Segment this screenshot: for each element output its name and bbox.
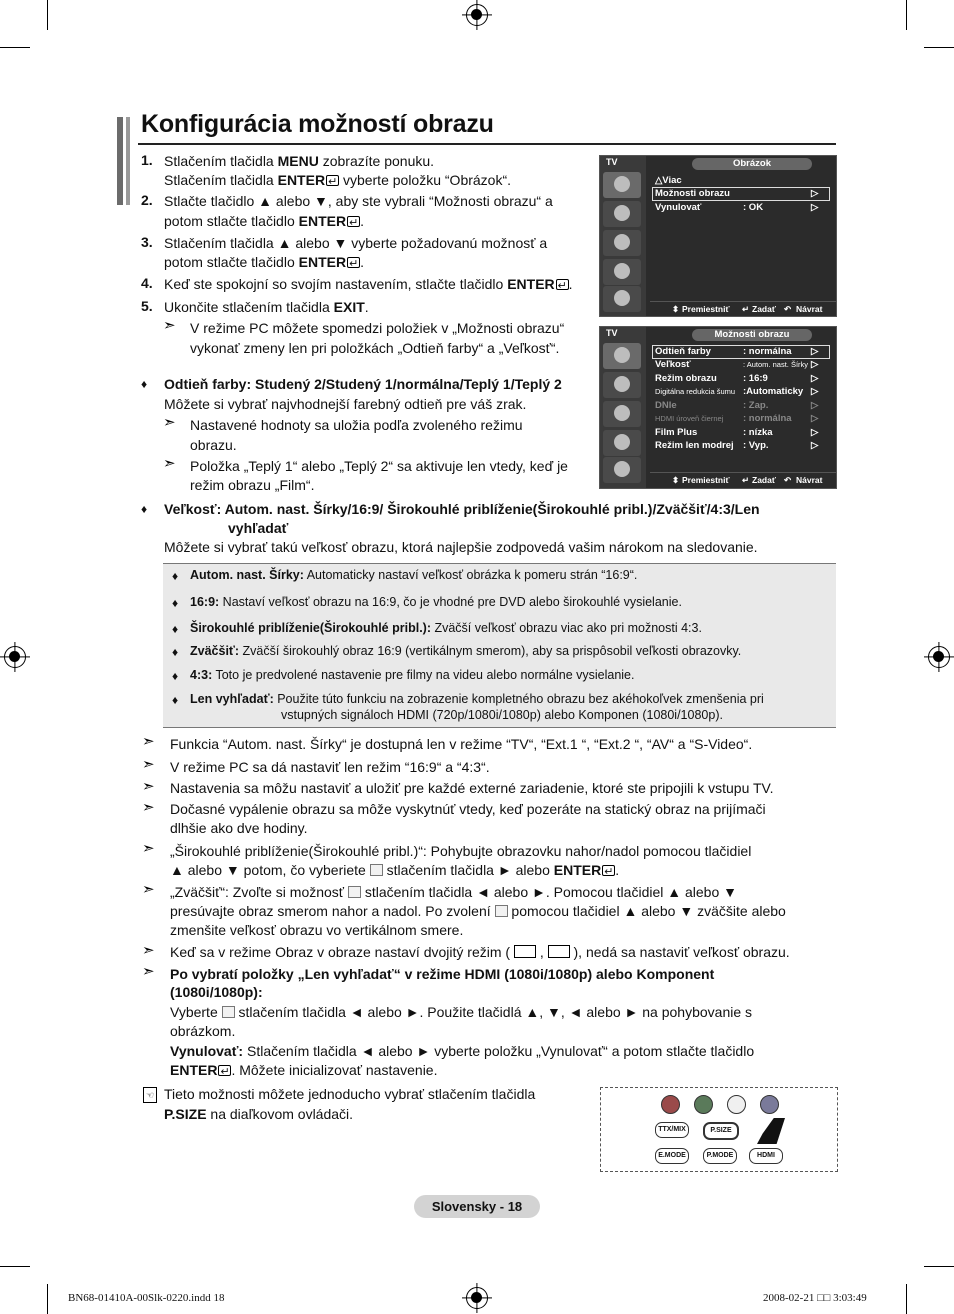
bullet-diamond-icon: ♦ <box>141 502 148 516</box>
hand-pointer-icon <box>757 1118 785 1144</box>
note-arrow-icon: ➣ <box>163 414 176 431</box>
move-icon: ⬍ <box>672 475 680 485</box>
crop-mark <box>924 1266 954 1267</box>
osd-arrow-icon: ▷ <box>811 373 819 384</box>
osd-row-value: : normálna <box>743 413 792 424</box>
hand-pointer-icon: ☜ <box>143 1087 157 1103</box>
note-arrow-icon: ➣ <box>142 778 155 795</box>
crop-mark <box>0 47 30 48</box>
crop-mark <box>47 0 48 30</box>
footer-date: 2008-02-21 □□ 3:03:49 <box>763 1292 867 1304</box>
osd-arrow-icon: ▷ <box>811 427 819 438</box>
osd-footer-enter: Zadať <box>752 475 776 485</box>
note-8-line-6: ENTER↵ . Môžete inicializovať nastavenie. <box>170 1060 437 1080</box>
tint-heading: Odtieň farby: Studený 2/Studený 1/normálna/Teplý 1/Teplý 2 <box>164 376 562 392</box>
return-icon: ↶ <box>784 475 792 485</box>
wide-zoom-icon <box>370 864 383 876</box>
osd-arrow-icon: ▷ <box>811 346 819 357</box>
crop-mark <box>47 1284 48 1314</box>
osd-row-label[interactable]: Odtieň farby <box>655 346 711 357</box>
setup-icon <box>603 259 641 285</box>
sound-icon <box>603 372 641 398</box>
sound-icon <box>603 201 641 227</box>
osd-picture-menu <box>599 155 837 317</box>
bullet-diamond-icon: ♦ <box>172 569 179 583</box>
note-8-line-3: Vyberte stlačením tlačidla ◄ alebo ►. Použite tlačidlá ▲, ▼, ◄ alebo ► na pohybovanie s <box>170 1004 753 1020</box>
red-button-icon <box>661 1095 680 1114</box>
step-1-line-2: Stlačením tlačidla ENTER↵ vyberte položku “Obrázok“. <box>164 170 511 190</box>
osd-row-value: : Autom. nast. Šírky <box>743 360 809 369</box>
picture-icon <box>603 172 641 198</box>
bullet-diamond-icon: ♦ <box>141 377 148 391</box>
osd-arrow-icon: ▷ <box>811 202 819 213</box>
osd-footer <box>650 301 836 316</box>
bullet-diamond-icon: ♦ <box>172 645 179 659</box>
enter-icon <box>347 257 360 268</box>
osd-tv-label: TV <box>606 157 618 167</box>
page-title: Konfigurácia možností obrazu <box>141 110 494 138</box>
size-heading-line-1: Veľkosť: Autom. nast. Šírky/16:9/ Širokouhlé priblíženie(Širokouhlé pribl.)/Zväčšiť/4:3/Len <box>164 501 760 517</box>
osd-sidebar <box>600 156 646 316</box>
note-5-line-1: „Širokouhlé priblíženie(Širokouhlé pribl.)“: Pohybujte obrazovku nahor/nadol pomocou tlačidiel <box>170 843 752 859</box>
channel-icon <box>603 401 641 427</box>
crop-mark <box>924 47 954 48</box>
enter-icon <box>326 175 339 186</box>
step-5-line: Ukončite stlačením tlačidla EXIT. <box>164 299 369 315</box>
enter-icon <box>347 216 360 227</box>
title-accent-bar <box>126 117 130 205</box>
size-option: Len vyhľadať: Použite túto funkciu na zobrazenie kompletného obrazu bez akéhokoľvek zmenšenia pri <box>190 692 764 706</box>
note-6-line-2: presúvajte obraz smerom nahor a nadol. Po zvolení pomocou tlačidiel ▲ alebo ▼ zväčšite alebo <box>170 903 786 919</box>
step-5-note-line-2: vykonať zmeny len pri položkách „Odtieň farby“ a „Veľkosť“. <box>190 340 560 356</box>
note-1: Funkcia “Autom. nast. Šírky“ je dostupná len v režime “TV“, “Ext.1 “, “Ext.2 “, “AV“ a “S-Video“. <box>170 736 753 752</box>
osd-footer-move: Premiestniť <box>682 304 730 314</box>
osd-header: Obrázok <box>692 158 812 170</box>
size-option-continued: vstupných signáloch HDMI (720p/1080i/1080p) alebo Komponen (1080i/1080p). <box>281 708 723 722</box>
osd-arrow-icon: ▷ <box>811 400 819 411</box>
bullet-diamond-icon: ♦ <box>172 596 179 610</box>
note-arrow-icon: ➣ <box>142 799 155 816</box>
note-8-line-2: (1080i/1080p): <box>170 984 263 1000</box>
note-2: V režime PC sa dá nastaviť len režim “16:9“ a “4:3“. <box>170 759 490 775</box>
step-number: 2. <box>141 192 153 208</box>
input-icon <box>603 457 641 483</box>
note-8-line-4: obrázkom. <box>170 1023 236 1039</box>
note-5-line-2: ▲ alebo ▼ potom, čo vyberiete stlačením tlačidla ► alebo ENTER↵ . <box>170 860 619 880</box>
osd-row-label[interactable]: Režim obrazu <box>655 373 717 384</box>
osd-row-label[interactable]: DNIe <box>655 400 677 411</box>
note-8-line-5: Vynulovať: Stlačením tlačidla ◄ alebo ► vyberte položku „Vynulovať“ a potom stlačte tlačidlo <box>170 1043 755 1059</box>
osd-row-label[interactable]: Digitálna redukcia šumu <box>655 387 736 396</box>
osd-row-value: : nízka <box>743 427 773 438</box>
zoom-position-icon <box>348 886 361 898</box>
tint-note-1-line-2: obrazu. <box>190 437 237 453</box>
note-arrow-icon: ➣ <box>163 317 176 334</box>
osd-footer-enter: Zadať <box>752 304 776 314</box>
note-7: Keď sa v režime Obraz v obraze nastaví dvojitý režim ( , ), nedá sa nastaviť veľkosť obrazu. <box>170 944 790 960</box>
note-arrow-icon: ➣ <box>142 756 155 773</box>
registration-mark-icon <box>466 4 488 26</box>
note-arrow-icon: ➣ <box>163 455 176 472</box>
enter-icon <box>218 1065 231 1076</box>
note-4-line-2: dlhšie ako dve hodiny. <box>170 820 308 836</box>
bullet-diamond-icon: ♦ <box>172 622 179 636</box>
hdmi-button[interactable]: HDMI <box>749 1148 783 1164</box>
step-3-line-1: Stlačením tlačidla ▲ alebo ▼ vyberte požadovanú možnosť a <box>164 235 548 251</box>
size-option: 16:9: Nastaví veľkosť obrazu na 16:9, čo je vhodné pre DVD alebo širokouhlé vysielanie. <box>190 595 682 609</box>
setup-icon <box>603 430 641 456</box>
osd-row-label[interactable]: Veľkosť <box>655 359 691 370</box>
osd-row-label[interactable]: Vynulovať <box>655 202 702 213</box>
step-number: 1. <box>141 152 153 168</box>
osd-tv-label: TV <box>606 328 618 338</box>
osd-arrow-icon: ▷ <box>811 413 819 424</box>
blue-button-icon <box>760 1095 779 1114</box>
osd-arrow-icon: ▷ <box>811 359 819 370</box>
osd-row-label: △Viac <box>655 175 682 186</box>
osd-row-label[interactable]: HDMI úroveň čiernej <box>655 414 724 423</box>
registration-mark-icon <box>4 646 26 668</box>
osd-header: Možnosti obrazu <box>692 329 812 341</box>
step-2-line-1: Stlačte tlačidlo ▲ alebo ▼, aby ste vybrali “Možnosti obrazu“ a <box>164 193 553 209</box>
osd-arrow-icon: ▷ <box>811 188 819 199</box>
note-8-line-1: Po vybratí položky „Len vyhľadať“ v režime HDMI (1080i/1080p) alebo Komponent <box>170 966 715 982</box>
enter-icon: ↵ <box>742 304 750 314</box>
step-4-line: Keď ste spokojní so svojím nastavením, stlačte tlačidlo ENTER↵ . <box>164 274 573 294</box>
note-arrow-icon: ➣ <box>142 881 155 898</box>
move-icon: ⬍ <box>672 304 680 314</box>
crop-mark <box>0 1266 30 1267</box>
size-option: Zväčšiť: Zväčší širokouhlý obraz 16:9 (vertikálnym smerom), aby sa prispôsobil veľkosti obrazovky. <box>190 644 742 658</box>
osd-row-value: : 16:9 <box>743 373 768 384</box>
osd-row-value: : Vyp. <box>743 440 769 451</box>
osd-row-value: :Automaticky <box>743 386 804 397</box>
osd-row-label[interactable]: Režim len modrej <box>655 440 734 451</box>
enter-icon <box>602 865 615 876</box>
note-arrow-icon: ➣ <box>142 942 155 959</box>
remote-control-illustration <box>600 1087 838 1172</box>
crop-mark <box>906 1284 907 1314</box>
input-icon <box>603 286 641 312</box>
bullet-diamond-icon: ♦ <box>172 669 179 683</box>
ttx-mix-button[interactable]: TTX/MIX <box>655 1122 689 1138</box>
size-option: 4:3: Toto je predvolené nastavenie pre filmy na videu alebo normálne vysielanie. <box>190 668 635 682</box>
osd-footer-return: Návrat <box>796 304 823 314</box>
osd-footer-move: Premiestniť <box>682 475 730 485</box>
size-option: Širokouhlé priblíženie(Širokouhlé pribl.): Zväčší veľkosť obrazu viac ako pri možnosti 4:3. <box>190 621 702 635</box>
hint-line-1: Tieto možnosti môžete jednoducho vybrať stlačením tlačidla <box>164 1086 536 1102</box>
tint-description: Môžete si vybrať najvhodnejší farebný odtieň pre váš zrak. <box>164 396 527 412</box>
crop-mark <box>906 0 907 30</box>
registration-mark-icon <box>928 646 950 668</box>
tint-note-2-line-2: režim obrazu „Film“. <box>190 477 315 493</box>
green-button-icon <box>694 1095 713 1114</box>
p-size-button[interactable]: P.SIZE <box>703 1122 739 1140</box>
step-number: 3. <box>141 234 153 250</box>
size-description: Môžete si vybrať takú veľkosť obrazu, ktorá najlepšie zodpovedá vašim nárokom na sledovanie. <box>164 539 758 555</box>
step-number: 4. <box>141 275 153 291</box>
page-number-badge: Slovensky - 18 <box>414 1195 540 1218</box>
tint-note-2-line-1: Položka „Teplý 1“ alebo „Teplý 2“ sa aktivuje len vtedy, keď je <box>190 458 568 474</box>
enter-icon <box>556 279 569 290</box>
note-arrow-icon: ➣ <box>142 963 155 980</box>
return-icon: ↶ <box>784 304 792 314</box>
e-mode-button[interactable]: E.MODE <box>655 1148 689 1164</box>
osd-arrow-icon: ▷ <box>811 440 819 451</box>
zoom-size-icon <box>495 905 508 917</box>
title-rule <box>138 143 836 145</box>
note-3: Nastavenia sa môžu nastaviť a uložiť pre každé externé zariadenie, ktoré ste pripojili k vstupu TV. <box>170 780 774 796</box>
osd-row-value: : normálna <box>743 346 792 357</box>
osd-footer <box>650 472 836 487</box>
osd-row-value: : Zap. <box>743 400 769 411</box>
step-2-line-2: potom stlačte tlačidlo ENTER↵ . <box>164 211 364 231</box>
enter-icon: ↵ <box>742 475 750 485</box>
osd-footer-return: Návrat <box>796 475 823 485</box>
step-number: 5. <box>141 298 153 314</box>
channel-icon <box>603 230 641 256</box>
size-option: Autom. nast. Šírky: Automaticky nastaví veľkosť obrázka k pomeru strán “16:9“. <box>190 568 638 582</box>
bullet-diamond-icon: ♦ <box>172 693 179 707</box>
step-1-line-1: Stlačením tlačidla MENU zobrazíte ponuku. <box>164 153 435 169</box>
osd-picture-options-menu <box>599 326 837 489</box>
osd-sidebar <box>600 327 646 488</box>
p-mode-button[interactable]: P.MODE <box>703 1148 737 1164</box>
note-arrow-icon: ➣ <box>142 733 155 750</box>
footer-file: BN68-01410A-00Slk-0220.indd 18 <box>68 1292 225 1304</box>
picture-icon <box>603 343 641 369</box>
osd-row-label[interactable]: Film Plus <box>655 427 698 438</box>
dual-screen-alt-icon <box>548 945 570 958</box>
note-6-line-3: zmenšite veľkosť obrazu vo vertikálnom smere. <box>170 922 464 938</box>
note-arrow-icon: ➣ <box>142 840 155 857</box>
dual-screen-icon <box>514 945 536 958</box>
note-6-line-1: „Zväčšiť“: Zvoľte si možnosť stlačením tlačidla ◄ alebo ►. Pomocou tlačidiel ▲ alebo ▼ <box>170 884 737 900</box>
step-5-note-line-1: V režime PC môžete spomedzi položiek v „Možnosti obrazu“ <box>190 320 565 336</box>
title-accent-bar <box>117 117 123 205</box>
osd-row-label[interactable]: Možnosti obrazu <box>655 188 730 199</box>
osd-row-value: : OK <box>743 202 764 213</box>
position-icon <box>222 1006 235 1018</box>
registration-mark-icon <box>466 1287 488 1309</box>
yellow-button-icon <box>727 1095 746 1114</box>
hint-line-2: P.SIZE na diaľkovom ovládači. <box>164 1106 354 1122</box>
size-heading-line-2: vyhľadať <box>228 520 289 536</box>
tint-note-1-line-1: Nastavené hodnoty sa uložia podľa zvoleného režimu <box>190 417 523 433</box>
note-4-line-1: Dočasné vypálenie obrazu sa môže vyskytnúť vtedy, keď pozeráte na statický obraz na prijímači <box>170 801 766 817</box>
step-3-line-2: potom stlačte tlačidlo ENTER↵ . <box>164 252 364 272</box>
osd-arrow-icon: ▷ <box>811 386 819 397</box>
